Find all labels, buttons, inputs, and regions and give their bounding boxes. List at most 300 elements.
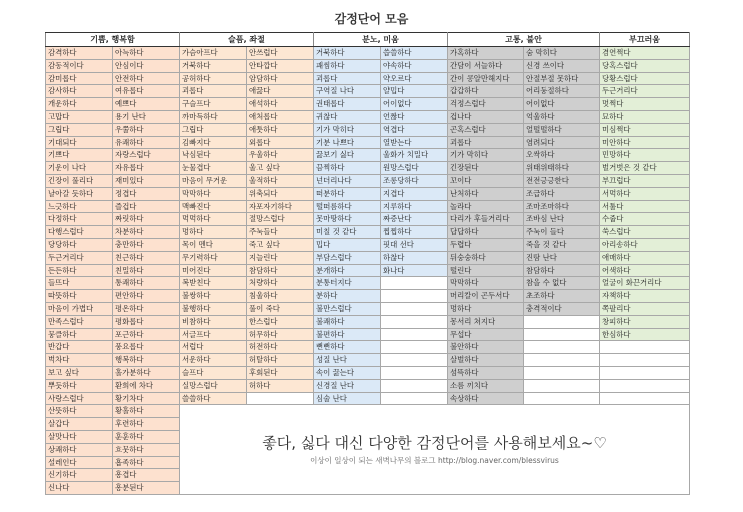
- word-cell: 분통터지다: [314, 277, 381, 290]
- word-cell: 무기력하다: [180, 251, 247, 264]
- word-cell: 주눅들다: [247, 226, 314, 239]
- table-row: [46, 200, 690, 213]
- category-header-joy: 기쁨, 행복함: [46, 33, 180, 47]
- word-cell: 초조하다: [524, 290, 600, 303]
- word-cell: 들뜨다: [46, 277, 113, 290]
- word-cell: 허하다: [247, 379, 314, 392]
- word-cell: 보고 싶다: [46, 366, 113, 379]
- word-cell: 권태롭다: [314, 98, 381, 111]
- word-cell: 넌더리나다: [314, 174, 381, 187]
- word-cell: 괴롭다: [180, 85, 247, 98]
- table-row: [46, 72, 690, 85]
- word-cell: 불편하다: [314, 328, 381, 341]
- word-cell: 편안하다: [113, 290, 180, 303]
- word-cell: 전전긍긍한다: [524, 174, 600, 187]
- word-cell: 귀찮다: [314, 110, 381, 123]
- table-row: [46, 238, 690, 251]
- word-cell: 평화롭다: [113, 315, 180, 328]
- word-cell: 거북하다: [180, 59, 247, 72]
- word-cell: 못마땅하다: [314, 213, 381, 226]
- word-cell: 지겹다: [381, 187, 448, 200]
- word-cell: 서먹하다: [600, 187, 690, 200]
- word-cell: 멍하다: [448, 302, 524, 315]
- word-cell: 애석하다: [247, 98, 314, 111]
- word-cell: 흥분된다: [113, 482, 180, 495]
- word-cell: 자책하다: [600, 290, 690, 303]
- word-cell: 복받친다: [180, 277, 247, 290]
- word-cell: [524, 379, 600, 392]
- word-cell: [381, 302, 448, 315]
- word-cell: 겸연쩍다: [600, 47, 690, 60]
- word-cell: 구슬프다: [180, 98, 247, 111]
- word-cell: 애매하다: [600, 251, 690, 264]
- table-row: [46, 379, 690, 392]
- word-cell: 여유롭다: [113, 85, 180, 98]
- word-cell: 난처하다: [448, 187, 524, 200]
- word-cell: 상쾌하다: [46, 443, 113, 456]
- word-cell: 섬뜩하다: [448, 366, 524, 379]
- word-cell: 민망하다: [600, 149, 690, 162]
- table-row: [46, 277, 690, 290]
- message-box: [180, 405, 690, 495]
- word-cell: 숨 막히다: [524, 47, 600, 60]
- word-cell: 포근하다: [113, 328, 180, 341]
- word-cell: 분하다: [314, 290, 381, 303]
- word-cell: 쪽팔리다: [600, 302, 690, 315]
- word-cell: 지늘린다: [247, 251, 314, 264]
- word-cell: 긴장이 풀리다: [46, 174, 113, 187]
- word-cell: 불쾌하다: [314, 315, 381, 328]
- word-cell: 황홀하다: [113, 405, 180, 418]
- table-row: [46, 315, 690, 328]
- word-cell: 흥겹다: [113, 469, 180, 482]
- word-cell: 쑥스럽다: [600, 226, 690, 239]
- word-cell: [381, 341, 448, 354]
- word-cell: 지루하다: [381, 200, 448, 213]
- word-cell: 마음이 무거운: [180, 174, 247, 187]
- word-cell: 환희에 차다: [113, 379, 180, 392]
- word-cell: 슬프다: [180, 366, 247, 379]
- word-cell: 뭉클하다: [46, 328, 113, 341]
- word-cell: [247, 392, 314, 405]
- word-cell: [381, 354, 448, 367]
- word-cell: 짜증난다: [381, 213, 448, 226]
- word-cell: 비참하다: [180, 315, 247, 328]
- word-cell: 미심쩍다: [600, 123, 690, 136]
- table-row: [46, 328, 690, 341]
- word-cell: [381, 328, 448, 341]
- table-row: [46, 392, 690, 405]
- word-cell: 언짢다: [381, 110, 448, 123]
- table-row: [46, 213, 690, 226]
- word-cell: 흡족하다: [113, 456, 180, 469]
- word-cell: 죽을 것 같다: [524, 238, 600, 251]
- word-cell: 충격적이다: [524, 302, 600, 315]
- word-cell: 조롱당하다: [381, 174, 448, 187]
- word-cell: 암담하다: [247, 72, 314, 85]
- word-cell: [600, 354, 690, 367]
- word-cell: 애틋하다: [247, 123, 314, 136]
- word-cell: 뿌듯하다: [46, 379, 113, 392]
- word-cell: 살벌하다: [448, 354, 524, 367]
- word-cell: 행복하다: [113, 354, 180, 367]
- word-cell: 겁나다: [448, 110, 524, 123]
- word-cell: 막막하다: [448, 277, 524, 290]
- word-cell: 긴장된다: [448, 162, 524, 175]
- word-cell: 괴롭다: [448, 136, 524, 149]
- word-cell: 어색하다: [600, 264, 690, 277]
- word-cell: 평온하다: [113, 302, 180, 315]
- word-cell: 울고 싶다: [247, 162, 314, 175]
- word-cell: 김빠지다: [180, 136, 247, 149]
- word-cell: 괴롭다: [314, 72, 381, 85]
- word-cell: 열받는다: [381, 136, 448, 149]
- word-cell: 놀라다: [448, 200, 524, 213]
- category-header-shame: 부끄러움: [600, 33, 690, 47]
- word-cell: 미어진다: [180, 264, 247, 277]
- page-title: 감정단어 모음: [334, 12, 409, 26]
- word-cell: 마음이 가볍다: [46, 302, 113, 315]
- word-cell: 심술 난다: [314, 392, 381, 405]
- word-cell: 고맙다: [46, 110, 113, 123]
- word-cell: 재미있다: [113, 174, 180, 187]
- word-cell: 부담스럽다: [314, 251, 381, 264]
- word-cell: 진땀 난다: [524, 251, 600, 264]
- word-cell: 화나다: [381, 264, 448, 277]
- table-row: [46, 226, 690, 239]
- header-row: [46, 33, 690, 47]
- word-cell: 안쓰럽다: [247, 47, 314, 60]
- word-cell: 야속하다: [381, 59, 448, 72]
- word-cell: 용기 난다: [113, 110, 180, 123]
- word-cell: 기쁘다: [46, 149, 113, 162]
- word-cell: 묘하다: [600, 110, 690, 123]
- word-cell: 까마득하다: [180, 110, 247, 123]
- word-cell: 사랑스럽다: [46, 392, 113, 405]
- word-cell: 소름 끼치다: [448, 379, 524, 392]
- word-cell: 안전하다: [113, 72, 180, 85]
- word-cell: 느긋하다: [46, 200, 113, 213]
- word-cell: 낙심된다: [180, 149, 247, 162]
- word-cell: [600, 392, 690, 405]
- word-cell: 예쁘다: [113, 98, 180, 111]
- word-cell: 침울하다: [247, 290, 314, 303]
- word-cell: 어이없다: [381, 98, 448, 111]
- word-cell: 멋쩍다: [600, 98, 690, 111]
- word-cell: 짜릿하다: [113, 213, 180, 226]
- word-cell: 자포자기하다: [247, 200, 314, 213]
- word-cell: 떨떠름하다: [314, 200, 381, 213]
- word-cell: 역겹다: [381, 123, 448, 136]
- word-cell: 한스럽다: [247, 315, 314, 328]
- word-cell: 살갑다: [46, 418, 113, 431]
- word-cell: 간담이 서늘하다: [448, 59, 524, 72]
- word-cell: 곤혹스럽다: [448, 123, 524, 136]
- table-row: [46, 98, 690, 111]
- category-header-sadness: 슬픔, 좌절: [180, 33, 314, 47]
- word-cell: 허전하다: [247, 341, 314, 354]
- word-cell: 뻔뻔하다: [314, 341, 381, 354]
- word-cell: 성질 난다: [314, 354, 381, 367]
- word-cell: 벅차다: [46, 354, 113, 367]
- word-cell: 처량하다: [247, 277, 314, 290]
- word-cell: 얼굴이 화끈거리다: [600, 277, 690, 290]
- word-cell: 떠분하다: [314, 187, 381, 200]
- word-cell: [600, 379, 690, 392]
- word-cell: 불행하다: [180, 302, 247, 315]
- word-cell: [600, 366, 690, 379]
- word-cell: 한심하다: [600, 328, 690, 341]
- word-cell: 즐겁다: [113, 200, 180, 213]
- table-row: [46, 85, 690, 98]
- word-cell: 거북하다: [314, 47, 381, 60]
- word-cell: 맥빠진다: [180, 200, 247, 213]
- word-cell: 조마조마하다: [524, 200, 600, 213]
- word-cell: 안타깝다: [247, 59, 314, 72]
- word-cell: 신경 쓰이다: [524, 59, 600, 72]
- word-cell: 불만스럽다: [314, 302, 381, 315]
- word-cell: 간이 콩알만해지다: [448, 72, 524, 85]
- table-row: [46, 47, 690, 60]
- word-cell: 흐뭇하다: [113, 443, 180, 456]
- table-row: [46, 136, 690, 149]
- word-cell: 답답하다: [448, 226, 524, 239]
- word-cell: 서툴다: [600, 200, 690, 213]
- word-cell: 당황스럽다: [600, 72, 690, 85]
- word-cell: 공허하다: [180, 72, 247, 85]
- word-cell: 서럽다: [180, 341, 247, 354]
- table-row: [46, 341, 690, 354]
- word-cell: 기분 나쁘다: [314, 136, 381, 149]
- word-cell: 멍하다: [180, 226, 247, 239]
- word-cell: 약오르다: [381, 72, 448, 85]
- word-cell: [381, 277, 448, 290]
- word-cell: 신기하다: [46, 469, 113, 482]
- word-cell: 밉다: [314, 238, 381, 251]
- word-cell: 서글프다: [180, 328, 247, 341]
- word-cell: 속이 끓는다: [314, 366, 381, 379]
- table-row: [46, 162, 690, 175]
- word-cell: [600, 341, 690, 354]
- word-cell: 염려되다: [524, 136, 600, 149]
- word-cell: [381, 315, 448, 328]
- word-cell: 부끄럽다: [600, 174, 690, 187]
- word-cell: 아리송하다: [600, 238, 690, 251]
- word-cell: [524, 392, 600, 405]
- word-cell: 실망스럽다: [180, 379, 247, 392]
- word-cell: 기가 막히다: [448, 149, 524, 162]
- word-cell: [381, 366, 448, 379]
- word-cell: [524, 354, 600, 367]
- word-cell: 위태위태하다: [524, 162, 600, 175]
- word-cell: 친밀하다: [113, 264, 180, 277]
- word-cell: 떨린다: [448, 264, 524, 277]
- word-cell: 감격하다: [46, 47, 113, 60]
- word-cell: 수줍다: [600, 213, 690, 226]
- message-sub: 이상이 일상이 되는 새벽나무의 블로그 http://blog.naver.com/blessvirus: [310, 455, 559, 465]
- word-cell: 참담하다: [524, 264, 600, 277]
- word-cell: 정겹다: [113, 187, 180, 200]
- word-cell: 친근하다: [113, 251, 180, 264]
- word-cell: 원망스럽다: [381, 162, 448, 175]
- word-cell: 두근거리다: [46, 251, 113, 264]
- word-cell: 몽서리 쳐지다: [448, 315, 524, 328]
- word-cell: 신경질 난다: [314, 379, 381, 392]
- word-cell: 핏대 선다: [381, 238, 448, 251]
- word-cell: 어이없다: [524, 98, 600, 111]
- word-cell: 두렵다: [448, 238, 524, 251]
- word-cell: 감사하다: [46, 85, 113, 98]
- word-cell: 오싹하다: [524, 149, 600, 162]
- word-cell: 풍요롭다: [113, 341, 180, 354]
- word-cell: 분개하다: [314, 264, 381, 277]
- word-cell: 훈훈하다: [113, 430, 180, 443]
- table-row: [46, 354, 690, 367]
- word-cell: 울적하다: [247, 174, 314, 187]
- category-header-anger: 분노, 미움: [314, 33, 448, 47]
- word-cell: 허무하다: [247, 328, 314, 341]
- word-cell: 주눅이 들다: [524, 226, 600, 239]
- word-cell: 유쾌하다: [113, 136, 180, 149]
- table-row: [46, 251, 690, 264]
- word-cell: [524, 366, 600, 379]
- word-cell: 창피하다: [600, 315, 690, 328]
- table-row: [46, 366, 690, 379]
- word-cell: 차분하다: [113, 226, 180, 239]
- word-cell: 외롭다: [247, 136, 314, 149]
- word-cell: 막막하다: [180, 187, 247, 200]
- word-cell: 만족스럽다: [46, 315, 113, 328]
- word-cell: 찝찝하다: [381, 226, 448, 239]
- word-cell: 두근거리다: [600, 85, 690, 98]
- word-cell: 가슴아프다: [180, 47, 247, 60]
- table-row: [46, 264, 690, 277]
- word-cell: [524, 315, 600, 328]
- word-cell: 안심이다: [113, 59, 180, 72]
- emotion-word-table: [45, 32, 690, 495]
- word-cell: 조급하다: [524, 187, 600, 200]
- word-cell: 벌거벗은 것 같다: [600, 162, 690, 175]
- word-cell: 먹먹하다: [180, 213, 247, 226]
- word-cell: 절망스럽다: [247, 213, 314, 226]
- word-cell: 당혹스럽다: [600, 59, 690, 72]
- word-cell: 후련하다: [113, 418, 180, 431]
- word-cell: 갑갑하다: [448, 85, 524, 98]
- word-cell: 애끓다: [247, 85, 314, 98]
- table-row: [46, 174, 690, 187]
- word-cell: 후회된다: [247, 366, 314, 379]
- table-row: [46, 123, 690, 136]
- word-cell: 홀가분하다: [113, 366, 180, 379]
- word-cell: 구역질 나다: [314, 85, 381, 98]
- word-cell: 어리둥절하다: [524, 85, 600, 98]
- word-cell: 기가 막히다: [314, 123, 381, 136]
- word-cell: 미안하다: [600, 136, 690, 149]
- word-cell: 괘씸하다: [314, 59, 381, 72]
- word-cell: 애처롭다: [247, 110, 314, 123]
- word-cell: 든든하다: [46, 264, 113, 277]
- word-cell: 우울하다: [247, 149, 314, 162]
- word-cell: 씁쓸하다: [381, 47, 448, 60]
- message-main: 좋다, 싫다 대신 다양한 감정단어를 사용해보세요~♡: [262, 433, 607, 452]
- table-row: [46, 149, 690, 162]
- word-cell: 죽고 싶다: [247, 238, 314, 251]
- word-cell: 무섭다: [448, 328, 524, 341]
- word-cell: 통쾌하다: [113, 277, 180, 290]
- table-row: [46, 405, 690, 418]
- word-cell: 참을 수 없다: [524, 277, 600, 290]
- word-cell: 뒤숭숭하다: [448, 251, 524, 264]
- word-cell: 머리칼이 곤두서다: [448, 290, 524, 303]
- word-cell: 우쭐하다: [113, 123, 180, 136]
- word-cell: [381, 392, 448, 405]
- word-cell: 위축되다: [247, 187, 314, 200]
- word-cell: 설레인다: [46, 456, 113, 469]
- word-cell: 황기차다: [113, 392, 180, 405]
- word-cell: 속상하다: [448, 392, 524, 405]
- word-cell: 다리가 후들거리다: [448, 213, 524, 226]
- word-cell: 산뜻하다: [46, 405, 113, 418]
- word-cell: 안절부절 못하다: [524, 72, 600, 85]
- word-cell: 아늑하다: [113, 47, 180, 60]
- word-cell: 가혹하다: [448, 47, 524, 60]
- word-cell: 끔찍하다: [314, 162, 381, 175]
- table-row: [46, 110, 690, 123]
- category-header-pain: 고통, 불안: [448, 33, 600, 47]
- word-cell: 쓸쓸하다: [180, 392, 247, 405]
- word-cell: 자유롭다: [113, 162, 180, 175]
- word-cell: 불쌍하다: [180, 290, 247, 303]
- word-cell: 하찮다: [381, 251, 448, 264]
- word-cell: 조바심 난다: [524, 213, 600, 226]
- word-cell: 풀이 죽다: [247, 302, 314, 315]
- word-cell: 자랑스럽다: [113, 149, 180, 162]
- word-cell: 얄밉다: [381, 85, 448, 98]
- word-cell: [524, 341, 600, 354]
- word-cell: 끓보기 싫다: [314, 149, 381, 162]
- word-cell: 날아갈 듯하다: [46, 187, 113, 200]
- table-row: [46, 290, 690, 303]
- word-cell: 그립다: [180, 123, 247, 136]
- word-cell: 반갑다: [46, 341, 113, 354]
- word-cell: [381, 379, 448, 392]
- word-cell: 허탈하다: [247, 354, 314, 367]
- word-cell: 개운하다: [46, 98, 113, 111]
- word-cell: 꼬이다: [448, 174, 524, 187]
- word-cell: 울화가 치밀다: [381, 149, 448, 162]
- word-cell: 당당하다: [46, 238, 113, 251]
- word-cell: 다정하다: [46, 213, 113, 226]
- word-cell: 서운하다: [180, 354, 247, 367]
- table-row: [46, 187, 690, 200]
- word-cell: 다행스럽다: [46, 226, 113, 239]
- word-cell: 감동적이다: [46, 59, 113, 72]
- word-cell: 살맛나다: [46, 430, 113, 443]
- word-cell: 불안하다: [448, 341, 524, 354]
- table-row: [46, 302, 690, 315]
- word-cell: 기대되다: [46, 136, 113, 149]
- word-cell: 목이 멘다: [180, 238, 247, 251]
- word-cell: 신나다: [46, 482, 113, 495]
- word-cell: [524, 328, 600, 341]
- word-cell: 따뜻하다: [46, 290, 113, 303]
- word-cell: 그립다: [46, 123, 113, 136]
- word-cell: 눈물겹다: [180, 162, 247, 175]
- word-cell: 감미롭다: [46, 72, 113, 85]
- word-cell: 참담하다: [247, 264, 314, 277]
- word-cell: 미칠 것 같다: [314, 226, 381, 239]
- word-cell: 기운이 나다: [46, 162, 113, 175]
